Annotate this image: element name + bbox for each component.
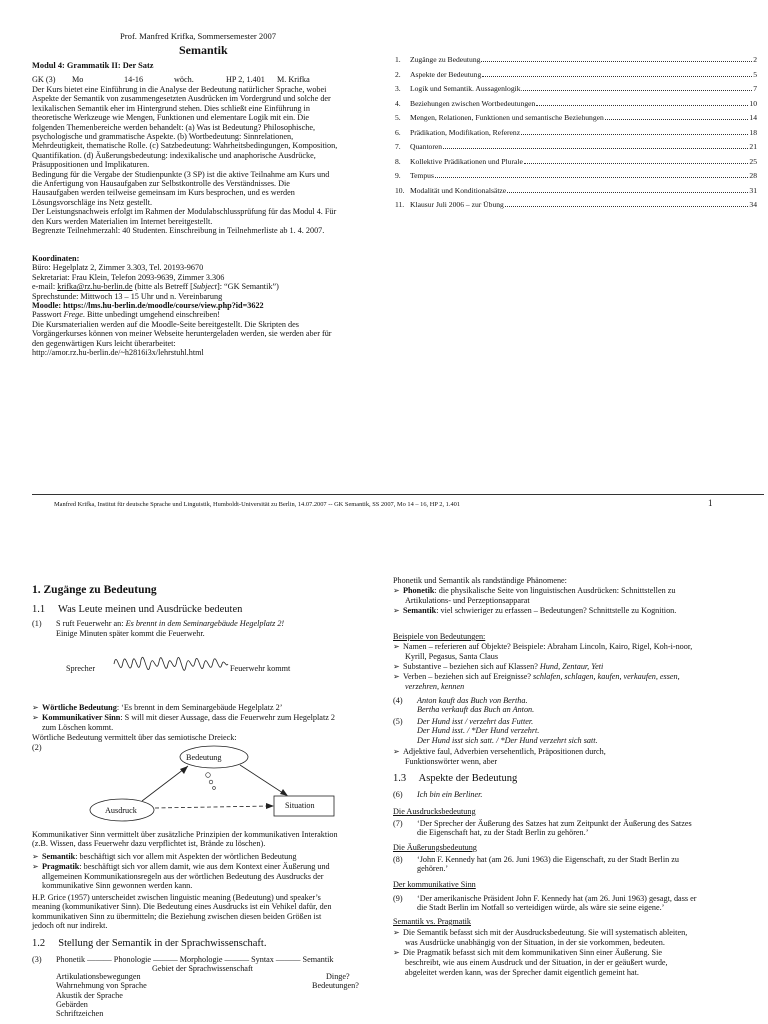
toc-leader — [507, 191, 748, 193]
description-line: Mehrdeutigkeit, thematische Rolle. (c) Satzbedeutung: Wahrheitsbedingungen, Komposition, — [32, 141, 338, 151]
arrow-bullet-icon: ➢ — [32, 862, 39, 871]
pragmatics-line-3: kommunikative Sinn gewonnen werden kann. — [42, 881, 193, 890]
example-line: die Stadt Berlin im Notfall so verteidigen würde, als wäre sie seine eigene.’ — [417, 903, 665, 913]
section-heading-1: 1. Zugänge zu Bedeutung — [32, 584, 157, 596]
toc-page: 34 — [749, 200, 757, 209]
description-line: Lösungsvorschläge ins Netz gestellt. — [32, 197, 153, 207]
toc-leader — [435, 176, 748, 178]
linguistics-domain: Gebiet der Sprachwissenschaft — [152, 964, 253, 973]
example-num: (2) — [32, 743, 42, 752]
communicative-sense-label: Kommunikativer Sinn — [42, 713, 121, 722]
toc-page: 31 — [749, 185, 757, 195]
communicative-paragraph — [32, 830, 382, 849]
paragraph-line: Kommunikativer Sinn vermittelt über zusätzliche Prinzipien der kommunikativen Interaktion — [32, 830, 338, 839]
example-num: (6) — [393, 790, 403, 799]
node-expression: Ausdruck — [105, 806, 137, 815]
arrow-bullet-icon: ➢ — [393, 948, 400, 957]
email-suffix: (bitte als Betreff [ — [132, 282, 193, 292]
course-day: Mo — [72, 75, 84, 84]
toc-page: 18 — [749, 127, 757, 137]
things-label: Dinge? — [326, 972, 350, 981]
toc-num: 8. — [395, 156, 401, 166]
example-num: (3) — [32, 955, 42, 964]
pragmatics-line-2: allgemeinen Kommunikationsregeln aus der wörtlichen Bedeutung des Ausdrucks der — [42, 872, 324, 881]
toc-row[interactable] — [395, 99, 757, 108]
toc-title: Logik und Semantik. Aussagenlogik. — [410, 84, 523, 93]
contact-block — [32, 254, 377, 357]
toc-title: Aspekte der Bedeutung — [410, 69, 482, 79]
course-room: HP 2, 1.401 — [226, 75, 265, 84]
communicative-sense-item — [32, 713, 377, 722]
definition-text: Die Pragmatik befasst sich mit dem kommunikativen Sinn einer Äußerung. Sie — [403, 948, 662, 957]
arrow-bullet-icon: ➢ — [393, 747, 400, 756]
toc-leader — [605, 118, 749, 120]
example-4 — [417, 696, 534, 715]
materials-line: den gegenwärtigen Kurs leicht überarbeitet: — [32, 338, 176, 348]
example-9 — [417, 894, 767, 913]
toc-page: 5 — [753, 69, 757, 79]
description-line: Der Leistungsnachweis erfolgt im Rahmen der Modulabschlussprüfung für das Modul 4. Für — [32, 207, 337, 217]
password-suffix: . Bitte unbedingt umgehend einschreiben! — [82, 310, 220, 320]
course-time: 14-16 — [124, 75, 144, 84]
verbs-examples: schlafen, schlagen, kaufen, verkaufen, essen, — [533, 672, 680, 681]
peripheral-intro: Phonetik und Semantik als randständige Phänomene: — [393, 576, 567, 585]
example-line: die Eigenschaft hat, zu der Stadt Berlin zu gehören.’ — [417, 828, 589, 838]
list-item: Artikulationsbewegungen — [56, 972, 141, 981]
semantics-right-item — [393, 606, 763, 615]
utterance-meaning-heading: Die Äußerungsbedeutung — [393, 843, 477, 852]
pragmatics-label: Pragmatik — [42, 862, 80, 871]
literal-meaning-label: Wörtliche Bedeutung — [42, 703, 117, 712]
password-line — [32, 310, 377, 319]
email-link[interactable]: krifka@rz.hu-berlin.de — [57, 282, 133, 292]
linguistics-chain: Phonetik ——— Phonologie ——— Morphologie ——— Syntax ——— Semantik — [56, 955, 334, 964]
description-line: Aspekte der Semantik von zusammengesetzten Ausdrücken im Vordergrund und solche der — [32, 94, 331, 104]
description-line: theoretische Werkzeuge wie Mengen, Funktionen und elementare Logik mit ein. Die — [32, 113, 310, 123]
example-line: ‘Der amerikanische Präsident John F. Kennedy hat (am 26. Juni 1963) gesagt, dass er — [417, 894, 697, 903]
example-6: Ich bin ein Berliner. — [417, 790, 483, 799]
phonetics-text: : die physikalische Seite von linguistischen Ausdrücken: Schnittstellen zu — [434, 586, 676, 595]
description-line: psychologische und grammatische Aspekte. (b) Wortbedeutung: Sinnrelationen, — [32, 132, 294, 142]
communicative-sense-line-2: zum Löschen kommt. — [42, 723, 114, 732]
communicative-sense-text: : S will mit dieser Aussage, dass die Feuerwehr zum Hegelplatz 2 — [120, 713, 335, 722]
definition-text: Die Semantik befasst sich mit der Ausdrucksbedeutung. Sie will systematisch ableiten, — [403, 928, 688, 937]
course-type: GK (3) — [32, 75, 56, 84]
example-5 — [417, 717, 598, 745]
example-line: Anton kauft das Buch von Bertha. — [417, 696, 528, 705]
toc-title: Mengen, Relationen, Funktionen und semantische Beziehungen — [410, 113, 604, 122]
phonetics-label: Phonetik — [403, 586, 435, 595]
toc-num: 11. — [395, 200, 405, 209]
toc-row[interactable] — [395, 186, 757, 195]
section-heading-1-2: 1.2 Stellung der Semantik in der Sprachwissenschaft. — [32, 938, 267, 949]
toc-num: 4. — [395, 98, 401, 108]
list-item: Akustik der Sprache — [56, 990, 123, 1000]
example-text: S ruft Feuerwehr an: — [56, 619, 126, 628]
toc-row[interactable] — [395, 142, 757, 151]
fire-brigade-label: Feuerwehr kommt — [230, 664, 291, 673]
substantives-item — [393, 662, 763, 671]
example-num: (9) — [393, 894, 403, 903]
toc-title: Klausur Juli 2006 – zur Übung — [410, 200, 504, 209]
toc-leader — [482, 75, 752, 77]
example-line: gehören.’ — [417, 864, 449, 874]
toc-title: Modalität und Konditionalsätze — [410, 185, 507, 195]
example-1 — [56, 619, 376, 628]
literal-meaning-text: : ‘Es brennt in dem Seminargebäude Hegelplatz 2’ — [116, 703, 283, 712]
email-suffix: ]: “GK Semantik”) — [216, 282, 279, 292]
arrow-bullet-icon: ➢ — [32, 703, 39, 712]
materials-line: Vorgängerkurses können von meiner Webseite heruntergeladen werden, sie werden aber für — [32, 329, 332, 339]
pragmatics-definition-line-3: abgeleitet werden kann, was der Sprecher damit eigentlich gemeint hat. — [405, 968, 639, 977]
description-line: folgenden Themenbereiche werden behandelt: (a) Was ist Bedeutung? Philosophische, — [32, 122, 316, 132]
course-description — [32, 85, 377, 236]
description-line: Begrenzte Teilnehmerzahl: 40 Studenten. Einschreibung in Teilnehmerliste ab 1. 4. 2007. — [32, 226, 325, 236]
speaker-label: Sprecher — [66, 664, 96, 673]
author-line: Prof. Manfred Krifka, Sommersemester 2007 — [120, 31, 277, 41]
example-num: (5) — [393, 717, 403, 726]
toc-leader — [505, 205, 749, 207]
contact-hours: Sprechstunde: Mittwoch 13 – 15 Uhr und n. Vereinbarung — [32, 291, 223, 301]
toc-row[interactable] — [395, 200, 757, 209]
semantics-item — [32, 852, 382, 861]
toc-title: Zugänge zu Bedeutung — [410, 55, 481, 64]
footer-rule — [32, 494, 764, 495]
arrow-bullet-icon: ➢ — [393, 642, 400, 651]
adjectives-text: Adjektive faul, Adverbien versehentlich, Präpositionen durch, — [403, 747, 606, 756]
materials-line: Die Kursmaterialien werden auf die Moodle-Seite bereitgestellt. Die Skripten des — [32, 319, 299, 329]
module-line: Modul 4: Grammatik II: Der Satz — [32, 61, 154, 70]
verbs-text: Verben – beziehen sich auf Ereignisse? — [403, 672, 534, 681]
node-situation: Situation — [285, 801, 315, 810]
node-meaning: Bedeutung — [186, 753, 222, 762]
description-line: die Anfertigung von Hausaufgaben zur Selbstkontrolle des Verständnisses. Die — [32, 179, 290, 189]
arrow-bullet-icon: ➢ — [393, 606, 400, 615]
toc-page: 14 — [749, 113, 757, 122]
description-line: Quantifikation. (d) Äußerungsbedeutung: indexikalische und anaphorische Ausdrücke, — [32, 150, 316, 160]
contact-email-line — [32, 282, 377, 291]
course-line — [32, 75, 332, 85]
semantics-definition-item — [393, 928, 763, 937]
email-prefix: e-mail: — [32, 282, 58, 292]
toc-page: 25 — [749, 156, 757, 166]
toc-leader — [536, 104, 748, 106]
example-1-line-2: Einige Minuten später kommt die Feuerwehr. — [56, 629, 205, 638]
toc-page: 21 — [749, 142, 757, 151]
example-num: (1) — [32, 619, 42, 628]
toc-num: 2. — [395, 69, 401, 79]
toc-row[interactable] — [395, 55, 757, 64]
email-subject-word: Subject — [192, 282, 217, 292]
semantics-label: Semantik — [42, 852, 76, 861]
toc-leader — [443, 147, 748, 149]
toc-num: 9. — [395, 171, 401, 180]
password-prefix: Passwort — [32, 310, 64, 320]
arrow-bullet-icon: ➢ — [32, 713, 39, 722]
paragraph-line: (z.B. Wissen, dass Feuerwehr dazu verpflichtet ist, Brände zu löschen). — [32, 839, 266, 849]
contact-secretary: Sekretariat: Frau Klein, Telefon 2093-9639, Zimmer 3.306 — [32, 272, 225, 282]
description-line: den Kurs werden Materialien im Internet bereitgestellt. — [32, 216, 213, 226]
description-line: Bedingung für die Vergabe der Studienpunkte (3 SP) ist die aktive Teilnahme am Kurs und — [32, 169, 330, 179]
toc-leader — [523, 89, 752, 91]
description-line: Der Kurs bietet eine Einführung in die Analyse der Bedeutung natürlicher Sprache, wobei — [32, 85, 327, 94]
arrow-bullet-icon: ➢ — [393, 928, 400, 937]
adjectives-line-2: Funktionswörter wenn, aber — [405, 757, 498, 766]
toc-num: 10. — [395, 185, 405, 195]
example-7 — [417, 819, 767, 838]
paragraph-line: H.P. Grice (1957) unterscheidet zwischen linguistic meaning (Bedeutung) und speaker’s — [32, 893, 321, 902]
course-frequency: wöch. — [174, 75, 194, 84]
speech-waveform — [112, 644, 230, 684]
description-line: lexikalischen Semantik eher im Hintergrund stehen. Dies schließt eine Einführung in — [32, 103, 310, 113]
example-8 — [417, 855, 767, 874]
toc-num: 5. — [395, 113, 401, 122]
toc-num: 1. — [395, 55, 401, 64]
moodle-link[interactable]: Moodle: https://lms.hu-berlin.de/moodle/course/view.php?id=3622 — [32, 301, 264, 311]
pragmatics-definition-item — [393, 948, 763, 957]
paragraph-line: meaning (kommunikativer Sinn). Die Bedeutung eines Ausdrucks ist ein Vehikel dafür, den — [32, 902, 332, 912]
toc-num: 7. — [395, 142, 401, 151]
names-item — [393, 642, 763, 651]
example-num: (8) — [393, 855, 403, 864]
toc-title: Beziehungen zwischen Wortbedeutungen — [410, 98, 536, 108]
password-value: Frege — [63, 310, 83, 320]
toc-title: Kollektive Prädikationen und Plurale — [410, 156, 523, 166]
course-teacher: M. Krifka — [277, 75, 310, 84]
contact-heading: Koordinaten: — [32, 254, 80, 263]
toc-title: Tempus — [410, 171, 434, 180]
triangle-intro: Wörtliche Bedeutung vermittelt über das semiotische Dreieck: — [32, 733, 237, 742]
paragraph-line: jedoch oft nur indirekt. — [32, 920, 108, 930]
list-item: Wahrnehmung von Sprache — [56, 981, 147, 991]
description-line: Präsuppositionen und Implikaturen. — [32, 160, 150, 170]
phonetics-list — [56, 972, 147, 1018]
example-num: (7) — [393, 819, 403, 828]
materials-url[interactable]: http://amor.rz.hu-berlin.de/~h2816i3x/lehrstuhl.html — [32, 348, 204, 358]
example-num: (4) — [393, 696, 403, 705]
example-line: Der Hund isst sich satt. / *Der Hund verzehrt sich satt. — [417, 735, 598, 745]
page-number: 1 — [708, 498, 713, 508]
paragraph-line: kommunikativen Sinn zu übermitteln; die Beziehung zwischen diesen beiden Größen ist — [32, 911, 322, 921]
grice-paragraph — [32, 893, 382, 930]
example-quote: Es brennt in dem Seminargebäude Hegelplatz 2! — [125, 619, 285, 628]
toc-row[interactable] — [395, 157, 757, 166]
semantics-text: : beschäftigt sich vor allem mit Aspekten der wörtlichen Bedeutung — [75, 852, 297, 861]
toc-page: 2 — [753, 55, 757, 64]
toc-num: 6. — [395, 127, 401, 137]
toc-row[interactable] — [395, 84, 757, 93]
example-line: Bertha verkauft das Buch an Anton. — [417, 705, 535, 715]
example-line: Der Hund isst / verzehrt das Futter. — [417, 717, 534, 726]
verbs-line-2: verzehren, kennen — [405, 682, 465, 691]
toc-leader — [481, 60, 752, 62]
section-heading-1-3: 1.3 Aspekte der Bedeutung — [393, 773, 518, 784]
toc-title: Prädikation, Modifikation, Referenz — [410, 127, 521, 137]
toc-page: 28 — [749, 171, 757, 180]
example-line: ‘Der Sprecher der Äußerung des Satzes hat zum Zeitpunkt der Äußerung des Satzes — [417, 819, 692, 828]
arrow-bullet-icon: ➢ — [393, 662, 400, 671]
example-line: ‘John F. Kennedy hat (am 26. Juni 1963) die Eigenschaft, zu der Stadt Berlin zu — [417, 855, 679, 864]
arrow-bullet-icon: ➢ — [393, 672, 400, 681]
pragmatics-item — [32, 862, 382, 871]
toc-leader — [521, 133, 748, 135]
literal-meaning-item — [32, 703, 377, 712]
example-line: Der Hund isst. / *Der Hund verzehrt. — [417, 726, 540, 736]
names-line-2: Kyrill, Pegasus, Santa Claus — [405, 652, 499, 661]
toc-leader — [524, 162, 749, 164]
arrow-bullet-icon: ➢ — [393, 586, 400, 595]
semantics-vs-pragmatics-heading: Semantik vs. Pragmatik — [393, 917, 472, 926]
section-heading-1-1: 1.1 Was Leute meinen und Ausdrücke bedeuten — [32, 604, 243, 615]
examples-heading: Beispiele von Bedeutungen: — [393, 632, 486, 641]
phonetics-line-2: Artikulations- und Perzeptionsapparat — [405, 596, 530, 605]
meanings-label: Bedeutungen? — [312, 981, 359, 990]
semantics-definition-line-2: was Ausdrücke unabhängig von der Situation, in der sie vorkommen, bedeuten. — [405, 938, 665, 947]
adjectives-item — [393, 747, 763, 756]
contact-office: Büro: Hegelplatz 2, Zimmer 3.303, Tel. 20193-9670 — [32, 263, 204, 273]
pragmatics-text: : beschäftigt sich vor allem damit, wie aus dem Kontext einer Äußerung und — [79, 862, 330, 871]
communicative-sense-heading: Der kommunikative Sinn — [393, 880, 476, 889]
substantives-examples: Hund, Zentaur, Yeti — [539, 662, 604, 671]
toc-row[interactable] — [395, 70, 757, 79]
page-title: Semantik — [179, 43, 228, 57]
toc-row[interactable] — [395, 171, 757, 180]
toc-num: 3. — [395, 84, 401, 93]
names-text: Namen – referieren auf Objekte? Beispiele: Abraham Lincoln, Kairo, Rigel, Koh-i-noor, — [403, 642, 693, 651]
description-line: Hausaufgaben werden teilweise gemeinsam im Kurs besprochen, und es werden — [32, 188, 295, 198]
toc-page: 7 — [753, 84, 757, 93]
verbs-item — [393, 672, 763, 681]
toc-row[interactable] — [395, 113, 757, 122]
semantics-text: : viel schwieriger zu erfassen – Bedeutungen? Schnittstelle zu Kognition. — [436, 606, 677, 615]
toc-row[interactable] — [395, 128, 757, 137]
toc-title: Quantoren — [410, 142, 443, 151]
list-item: Gebärden — [56, 999, 88, 1009]
substantives-text: Substantive – beziehen sich auf Klassen? — [403, 662, 540, 671]
expression-meaning-heading: Die Ausdrucksbedeutung — [393, 807, 476, 816]
arrow-bullet-icon: ➢ — [32, 852, 39, 861]
toc-page: 10 — [749, 98, 757, 108]
phonetics-item — [393, 586, 763, 595]
semantics-label: Semantik — [403, 606, 437, 615]
list-item: Schriftzeichen — [56, 1009, 104, 1019]
pragmatics-definition-line-2: beschreibt, wie aus einem Ausdruck und der Situation, in der er geäußert wurde, — [405, 958, 668, 967]
footer-text: Manfred Krifka, Institut für deutsche Sprache und Linguistik, Humboldt-Universität zu Berlin, 14.07.2007 -- GK Semantik, SS 2007, Mo 14 – 16, HP 2, 1.401 — [54, 501, 461, 508]
